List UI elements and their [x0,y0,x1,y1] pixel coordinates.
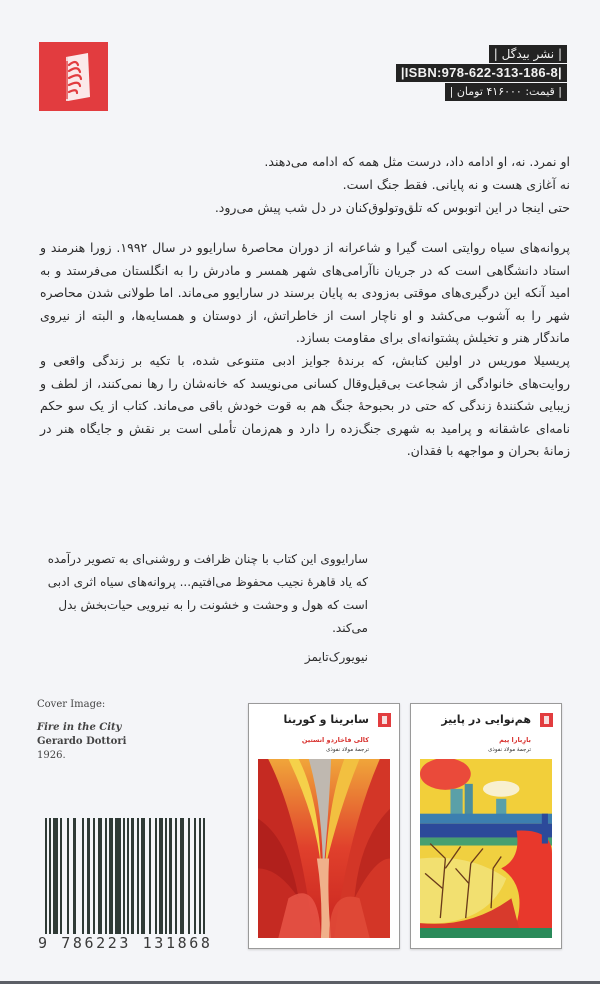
related-book-author: بارِبارا پیم [499,736,531,744]
epigraph-line: حتی اینجا در این اتوبوس که تلق‌وتولوق‌کنان در دل شب پیش می‌رود. [214,200,570,215]
cover-credit-artist: Gerardo Dottori [37,736,127,747]
cover-credit-title: Fire in the City [37,722,122,733]
related-book-author: کالی فاخاردو انستین [301,736,369,744]
mini-publisher-logo-icon [540,713,553,727]
price: | قیمت: ۴۱۶۰۰۰ تومان | [445,83,567,101]
red-flower-painting-icon [258,759,390,938]
cover-credit [37,698,126,763]
review-text: سارایووی این کتاب با چنان ظرافت و روشنی‌ای به تصویر درآمده که یاد قاهرهٔ نجیب محفوظ می‌افتیم... پروانه‌های سیاه اثری ادبی است که هول و وحشت و خشونت را به نیرویی حیات‌بخش بدل می‌کند. [47,552,368,635]
barcode-icon [45,818,213,946]
review-quote [38,548,368,669]
publisher-name: | نشر بیدگل | [489,45,567,63]
publisher-logo-icon [54,51,94,103]
isbn: |ISBN:978-622-313-186-8| [396,64,567,82]
fauvist-river-painting-icon [420,759,552,938]
related-book-translator: ترجمهٔ مولاد نفوذی [488,747,531,753]
epigraph [170,150,570,219]
epigraph-line: نه آغازی هست و نه پایانی. فقط جنگ است. [342,177,570,192]
mini-publisher-logo-icon [378,713,391,727]
publisher-logo [39,42,108,111]
related-book-cover [248,703,400,949]
synopsis-paragraph: پریسیلا موریس در اولین کتابش، که برندهٔ جوایز ادبی متنوعی شده، با تکیه بر زندگی واقعی و روایت‌های خانوادگی از شجاعت بی‌قیل‌وقال کسانی می‌نویسد که خانه‌شان را رها نمی‌کنند، از لطف و زیبایی شکنندهٔ زندگی که حتی در بحبوحهٔ جنگ هم به قوت خودش باقی می‌ماند. کتاب از یک سو حکم نامه‌ای عاشقانه و پرامید به شهری جنگ‌زده را دارد و هم‌زمان تأملی است بر نقش و جایگاه هنر در زمانهٔ بحران و مواجهه با فقدان. [40,352,570,459]
synopsis [40,237,570,463]
barcode-digits: 9 786223 131868 [38,934,213,952]
cover-credit-label: Cover Image: [37,699,106,710]
review-source: نیویورک‌تایمز [304,650,368,664]
related-book-translator: ترجمهٔ مولاد نفوذی [326,747,369,753]
related-book-title: هم‌نوایی در پاییز [441,713,531,726]
synopsis-paragraph: پروانه‌های سیاه روایتی است گیرا و شاعرانه از دوران محاصرهٔ سارایوو در سال ۱۹۹۲. زورا هنرمند و استاد دانشگاهی است که در جریان ناآرامی‌های شهر همسر و مادرش را به انگلستان می‌فرستد و به امید آنکه این درگیری‌های موقتی به‌زودی به پایان برسند در سارایوو می‌ماند. اما طولانی شدن محاصره شهر را به آشوب می‌کشد و او ناچار است از خاطراتش، از دوستان و همسایه‌ها، و البته از نیروی ماندگار هنر و تخیلش پشتوانه‌ای برای مقاومت بسازد. [40,240,570,346]
cover-credit-year: 1926. [37,750,66,761]
related-book-title: سابرینا و کورینا [283,713,369,726]
related-book-cover [410,703,562,949]
publisher-info-box [396,45,567,101]
epigraph-line: او نمرد. نه، او ادامه داد، درست مثل همه که ادامه می‌دهند. [264,154,570,169]
